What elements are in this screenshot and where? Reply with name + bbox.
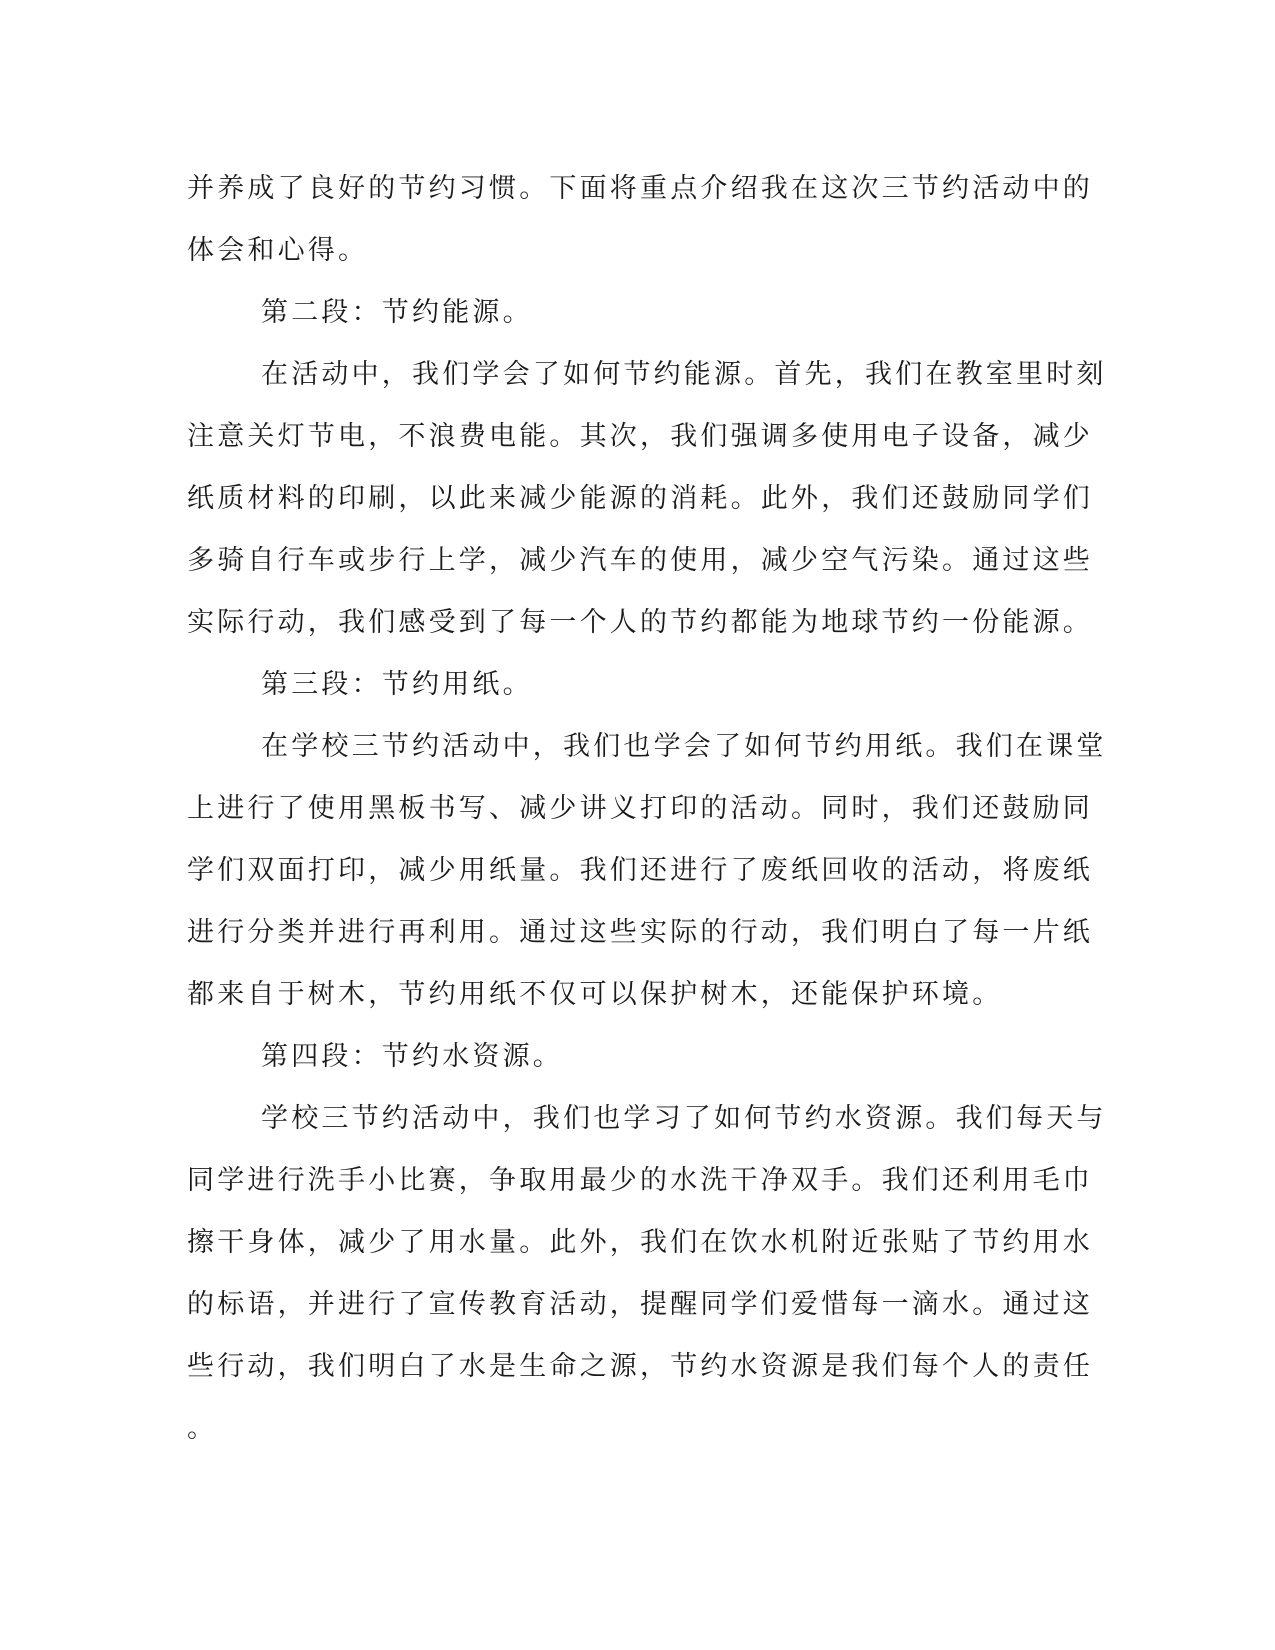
text-line: 在活动中，我们学会了如何节约能源。首先，我们在教室里时刻 <box>261 359 1107 390</box>
text-line: 同学进行洗手小比赛，争取用最少的水洗干净双手。我们还利用毛巾 <box>187 1165 1093 1196</box>
text-line: 。 <box>187 1413 218 1444</box>
section-heading-4 <box>187 1026 1087 1088</box>
section-heading-2 <box>187 282 1087 344</box>
text-line: 都来自于树木，节约用纸不仅可以保护树木，还能保护环境。 <box>187 979 1003 1010</box>
text-line: 在学校三节约活动中，我们也学会了如何节约用纸。我们在课堂 <box>261 731 1107 762</box>
text-line: 并养成了良好的节约习惯。下面将重点介绍我在这次三节约活动中的 <box>187 173 1093 204</box>
text-line: 学们双面打印，减少用纸量。我们还进行了废纸回收的活动，将废纸 <box>187 855 1093 886</box>
text-line: 多骑自行车或步行上学，减少汽车的使用，减少空气污染。通过这些 <box>187 545 1093 576</box>
paragraph-paper <box>187 716 1107 1026</box>
text-line: 纸质材料的印刷，以此来减少能源的消耗。此外，我们还鼓励同学们 <box>187 483 1093 514</box>
text-line: 的标语，并进行了宣传教育活动，提醒同学们爱惜每一滴水。通过这 <box>187 1289 1093 1320</box>
paragraph-intro-tail <box>187 158 1093 282</box>
text-line: 实际行动，我们感受到了每一个人的节约都能为地球节约一份能源。 <box>187 607 1093 638</box>
heading-text: 第二段：节约能源。 <box>261 297 533 328</box>
paragraph-energy <box>187 344 1107 654</box>
paragraph-water <box>187 1088 1107 1460</box>
text-line: 注意关灯节电，不浪费电能。其次，我们强调多使用电子设备，减少 <box>187 421 1093 452</box>
document-body <box>187 158 1107 1460</box>
heading-text: 第三段：节约用纸。 <box>261 669 533 700</box>
text-line: 上进行了使用黑板书写、减少讲义打印的活动。同时，我们还鼓励同 <box>187 793 1093 824</box>
text-line: 体会和心得。 <box>187 235 369 266</box>
heading-text: 第四段：节约水资源。 <box>261 1041 563 1072</box>
text-line: 进行分类并进行再利用。通过这些实际的行动，我们明白了每一片纸 <box>187 917 1093 948</box>
text-line: 学校三节约活动中，我们也学习了如何节约水资源。我们每天与 <box>261 1103 1107 1134</box>
text-line: 些行动，我们明白了水是生命之源，节约水资源是我们每个人的责任 <box>187 1351 1093 1382</box>
text-line: 擦干身体，减少了用水量。此外，我们在饮水机附近张贴了节约用水 <box>187 1227 1093 1258</box>
section-heading-3 <box>187 654 1087 716</box>
